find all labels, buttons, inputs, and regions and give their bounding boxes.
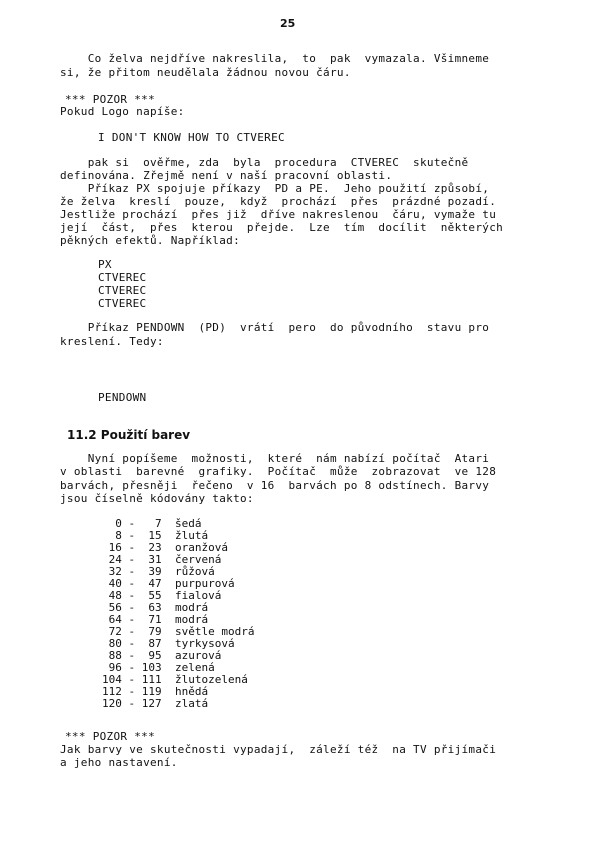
color-range: 16 - 23 [102, 541, 162, 554]
paragraph-line: Příkaz PENDOWN (PD) vrátí pero do původního stavu pro [60, 321, 490, 334]
color-range: 96 - 103 [102, 661, 162, 674]
color-name: tyrkysová [175, 637, 235, 650]
color-name: světle modrá [175, 625, 255, 638]
paragraph-line: jsou číselně kódovány takto: [60, 492, 254, 505]
paragraph-line: Jestliže prochází přes již dříve nakreslenou čáru, vymaže tu [60, 208, 497, 221]
warning-text: a jeho nastavení. [60, 756, 178, 769]
color-name: purpurová [175, 577, 235, 590]
color-range: 112 - 119 [102, 685, 162, 698]
error-message: I DON'T KNOW HOW TO CTVEREC [98, 131, 285, 144]
paragraph-line: pěkných efektů. Například: [60, 234, 240, 247]
color-range: 56 - 63 [102, 601, 162, 614]
code-line: CTVEREC [98, 284, 147, 297]
code-line: CTVEREC [98, 271, 147, 284]
code-line: CTVEREC [98, 297, 147, 310]
color-range: 0 - 7 [102, 517, 162, 530]
color-name: šedá [175, 517, 202, 530]
paragraph-line: definována. Zřejmě není v naší pracovní oblasti. [60, 169, 393, 182]
paragraph-line: kreslení. Tedy: [60, 335, 164, 348]
color-name: fialová [175, 589, 222, 602]
color-name: žlutozelená [175, 673, 248, 686]
paragraph-line: Příkaz PX spojuje příkazy PD a PE. Jeho použití způsobí, [60, 182, 490, 195]
color-name: žlutá [175, 529, 209, 542]
color-name: modrá [175, 613, 209, 626]
section-heading: 11.2 Použití barev [67, 428, 191, 442]
paragraph-line: barvách, přesněji řečeno v 16 barvách po 8 odstínech. Barvy [60, 479, 490, 492]
paragraph-line: pak si ověřme, zda byla procedura CTVEREC skutečně [60, 156, 469, 169]
paragraph-line: v oblasti barevné grafiky. Počítač může zobrazovat ve 128 [60, 465, 497, 478]
color-range: 8 - 15 [102, 529, 162, 542]
color-range: 40 - 47 [102, 577, 162, 590]
color-range: 48 - 55 [102, 589, 162, 602]
color-range: 64 - 71 [102, 613, 162, 626]
color-range: 88 - 95 [102, 649, 162, 662]
paragraph-line: Nyní popíšeme možnosti, které nám nabízí počítač Atari [60, 452, 490, 465]
code-line: PENDOWN [98, 391, 147, 404]
paragraph-line: její část, přes kterou přejde. Lze tím docílit některých [60, 221, 504, 234]
color-range: 120 - 127 [102, 697, 162, 710]
intro-line-2: si, že přitom neudělala žádnou novou čáru. [60, 66, 351, 79]
code-line: PX [98, 258, 112, 271]
color-range: 32 - 39 [102, 565, 162, 578]
color-name: hnědá [175, 685, 209, 698]
color-name: červená [175, 553, 222, 566]
color-range: 104 - 111 [102, 673, 162, 686]
intro-line-1: Co želva nejdříve nakreslila, to pak vymazala. Všimneme [60, 52, 490, 65]
paragraph-line: že želva kreslí pouze, když prochází přes prázdné pozadí. [60, 195, 497, 208]
color-range: 80 - 87 [102, 637, 162, 650]
warning-title: *** POZOR *** [65, 730, 155, 743]
warning-title: *** POZOR *** [65, 93, 155, 106]
page-number: 25 [280, 17, 296, 30]
color-name: růžová [175, 565, 215, 578]
color-name: azurová [175, 649, 222, 662]
color-name: modrá [175, 601, 209, 614]
warning-text: Jak barvy ve skutečnosti vypadají, záleží též na TV přijímači [60, 743, 497, 756]
color-range: 72 - 79 [102, 625, 162, 638]
color-range: 24 - 31 [102, 553, 162, 566]
color-name: zelená [175, 661, 215, 674]
warning-text: Pokud Logo napíše: [60, 105, 185, 118]
color-name: zlatá [175, 697, 209, 710]
color-name: oranžová [175, 541, 228, 554]
